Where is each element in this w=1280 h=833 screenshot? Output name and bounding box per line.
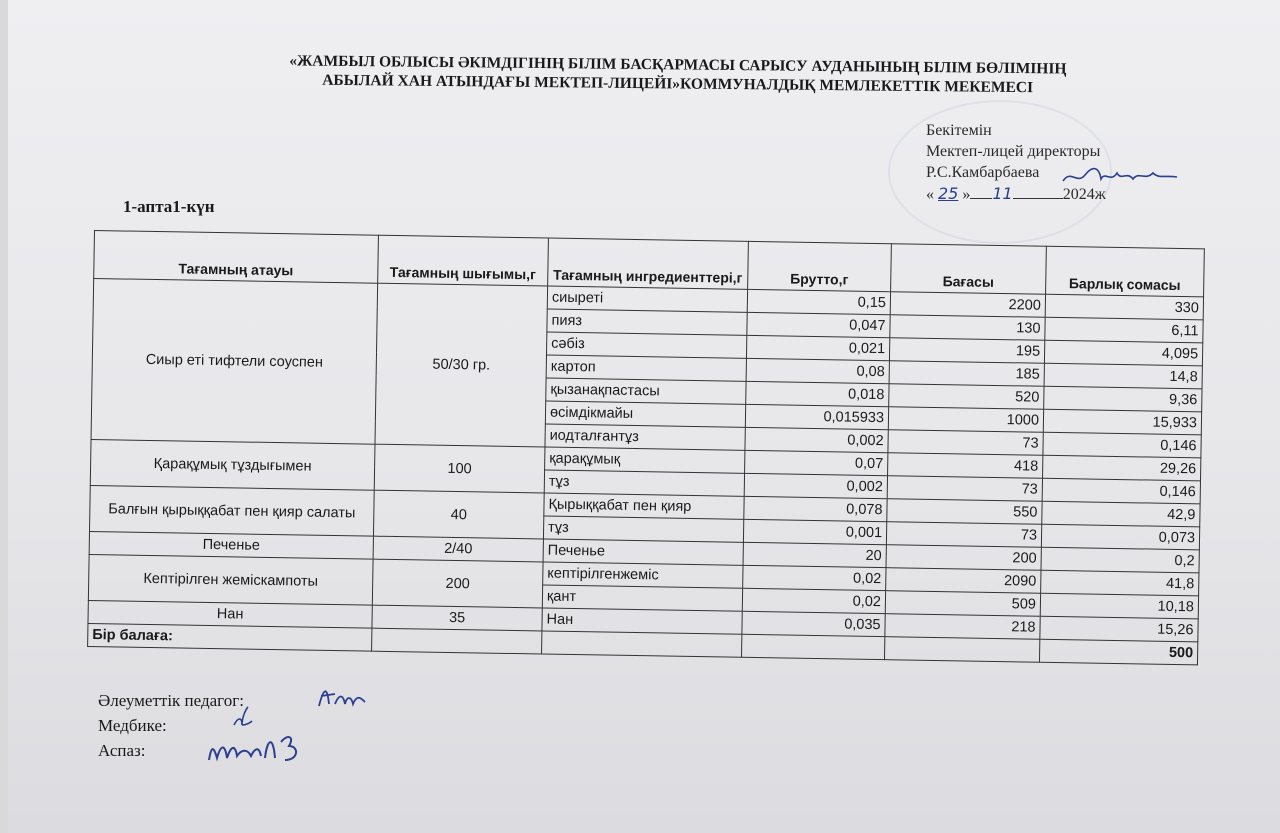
brutto-cell: 0,15 [747,289,890,314]
empty-cell [372,628,542,654]
grand-total-cell: 500 [1039,639,1197,665]
total-cell: 42,9 [1042,501,1200,527]
total-cell: 15,26 [1040,616,1198,642]
brutto-cell: 0,02 [742,588,885,613]
brutto-cell: 20 [743,542,886,567]
ingredient-cell: сиыреті [547,286,747,312]
social-pedagogue-row [98,688,244,713]
ingredient-cell: сәбіз [546,332,746,358]
approval-block [926,120,1106,205]
nurse-signature [228,705,258,731]
ingredient-cell: иодталғантұз [545,424,745,450]
dish-name: Балғын қырыққабат пен қияр салаты [90,485,375,536]
dish-yield: 100 [374,444,545,493]
document-page [8,0,1280,833]
brutto-cell: 0,001 [743,519,886,544]
brutto-cell: 0,002 [744,473,887,498]
organization-title-line1: «ЖАМБЫЛ ОБЛЫСЫ ӘКІМДІГІНІҢ БІЛІМ БАСҚАРМАСЫ САРЫСУ АУДАНЫНЫҢ БІЛІМ БӨЛІМІНІҢ [289,52,1067,78]
cook-row [98,738,244,763]
ingredient-cell: Печенье [543,539,743,565]
col-header-yield: Тағамның шығымы,г [378,235,549,286]
dish-name: Печенье [89,531,373,559]
price-cell: 200 [886,545,1041,571]
organization-title-line2: АБЫЛАЙ ХАН АТЫНДАҒЫ МЕКТЕП-ЛИЦЕЙІ»КОММУНАЛДЫҚ МЕМЛЕКЕТТІК МЕКЕМЕСІ [322,71,1034,97]
price-cell: 73 [888,430,1043,456]
ingredient-cell: тұз [543,516,743,542]
price-cell: 1000 [888,407,1043,433]
ingredient-cell: Нан [542,608,742,634]
date-day: 25 [938,184,959,203]
brutto-cell: 0,002 [745,427,888,452]
date-month: 11 [992,184,1013,203]
brutto-cell: 0,015933 [745,404,888,429]
ingredient-cell: өсімдікмайы [545,401,745,427]
col-header-total: Барлық сомасы [1046,246,1205,297]
price-cell: 73 [887,476,1042,502]
col-header-name: Тағамның атауы [94,231,379,284]
empty-cell [742,634,885,659]
dish-name: Қарақұмық тұздығымен [90,439,375,490]
brutto-cell: 0,02 [743,565,886,590]
col-header-ingredients: Тағамның ингредиенттері,г [548,238,749,289]
staff-signatures [98,688,244,763]
empty-cell [542,631,742,657]
total-cell: 15,933 [1043,409,1201,435]
total-cell: 41,8 [1041,570,1199,596]
price-cell: 73 [886,522,1041,548]
brutto-cell: 0,08 [746,358,889,383]
director-signature [1061,163,1181,193]
social-pedagogue-signature [313,680,373,714]
brutto-cell: 0,07 [745,450,888,475]
price-cell: 520 [889,384,1044,410]
per-child-label: Бір балаға: [88,623,372,651]
total-cell: 14,8 [1044,363,1202,389]
approval-director-name: Р.С.Камбарбаева [926,164,1040,181]
approval-director-title: Мектеп-лицей директоры [926,143,1101,160]
dish-name: Нан [88,600,372,628]
col-header-price: Бағасы [891,244,1047,295]
week-day-title: 1-апта1-күн [123,197,215,216]
brutto-cell: 0,078 [744,496,887,521]
brutto-cell: 0,035 [742,611,885,636]
dish-yield: 50/30 гр. [375,283,548,447]
date-year: 2024ж [1062,186,1106,203]
price-cell: 218 [885,614,1040,640]
ingredient-cell: тұз [544,470,744,496]
total-cell: 29,26 [1043,455,1201,481]
approval-word: Бекітемін [926,122,992,139]
total-cell: 330 [1045,294,1203,320]
dish-name: Кептірілген жемiскампоты [88,554,373,605]
col-header-brutto: Брутто,г [748,241,892,291]
total-cell: 0,146 [1042,478,1200,504]
brutto-cell: 0,021 [746,335,889,360]
menu-table [87,230,1205,665]
ingredient-cell: пияз [547,309,747,335]
ingredient-cell: Қырыққабат пен қияр [544,493,744,519]
dish-yield: 200 [372,559,543,608]
price-cell: 130 [890,315,1045,341]
organization-title [158,50,1198,99]
cook-label: Аспаз: [98,741,146,760]
ingredient-cell: кептірілгенжеміс [543,562,743,588]
ingredient-cell: қарақұмық [545,447,745,473]
total-cell: 9,36 [1044,386,1202,412]
price-cell: 185 [889,361,1044,387]
price-cell: 550 [887,499,1042,525]
menu-table-wrapper [87,230,1206,665]
date-close-quote: » [962,186,971,203]
social-pedagogue-label: Әлеуметтік педагог: [98,691,244,710]
dish-name: Сиыр еті тифтели соуспен [91,279,378,445]
total-cell: 0,146 [1043,432,1201,458]
ingredient-cell: қант [542,585,742,611]
total-cell: 0,073 [1041,524,1199,550]
price-cell: 195 [889,338,1044,364]
date-open-quote: « [926,186,934,203]
total-cell: 4,095 [1044,340,1202,366]
nurse-label: Медбике: [98,716,167,735]
total-cell: 10,18 [1040,593,1198,619]
ingredient-cell: картоп [546,355,746,381]
empty-cell [884,637,1039,663]
dish-yield: 2/40 [373,536,543,562]
total-cell: 0,2 [1041,547,1199,573]
price-cell: 509 [885,591,1040,617]
total-cell: 6,11 [1045,317,1203,343]
dish-yield: 35 [372,605,542,631]
dish-yield: 40 [373,490,544,539]
price-cell: 2090 [886,568,1041,594]
brutto-cell: 0,018 [746,381,889,406]
cook-signature [203,730,313,766]
ingredient-cell: қызанақпастасы [546,378,746,404]
price-cell: 418 [888,453,1043,479]
brutto-cell: 0,047 [747,312,890,337]
price-cell: 2200 [890,292,1045,318]
